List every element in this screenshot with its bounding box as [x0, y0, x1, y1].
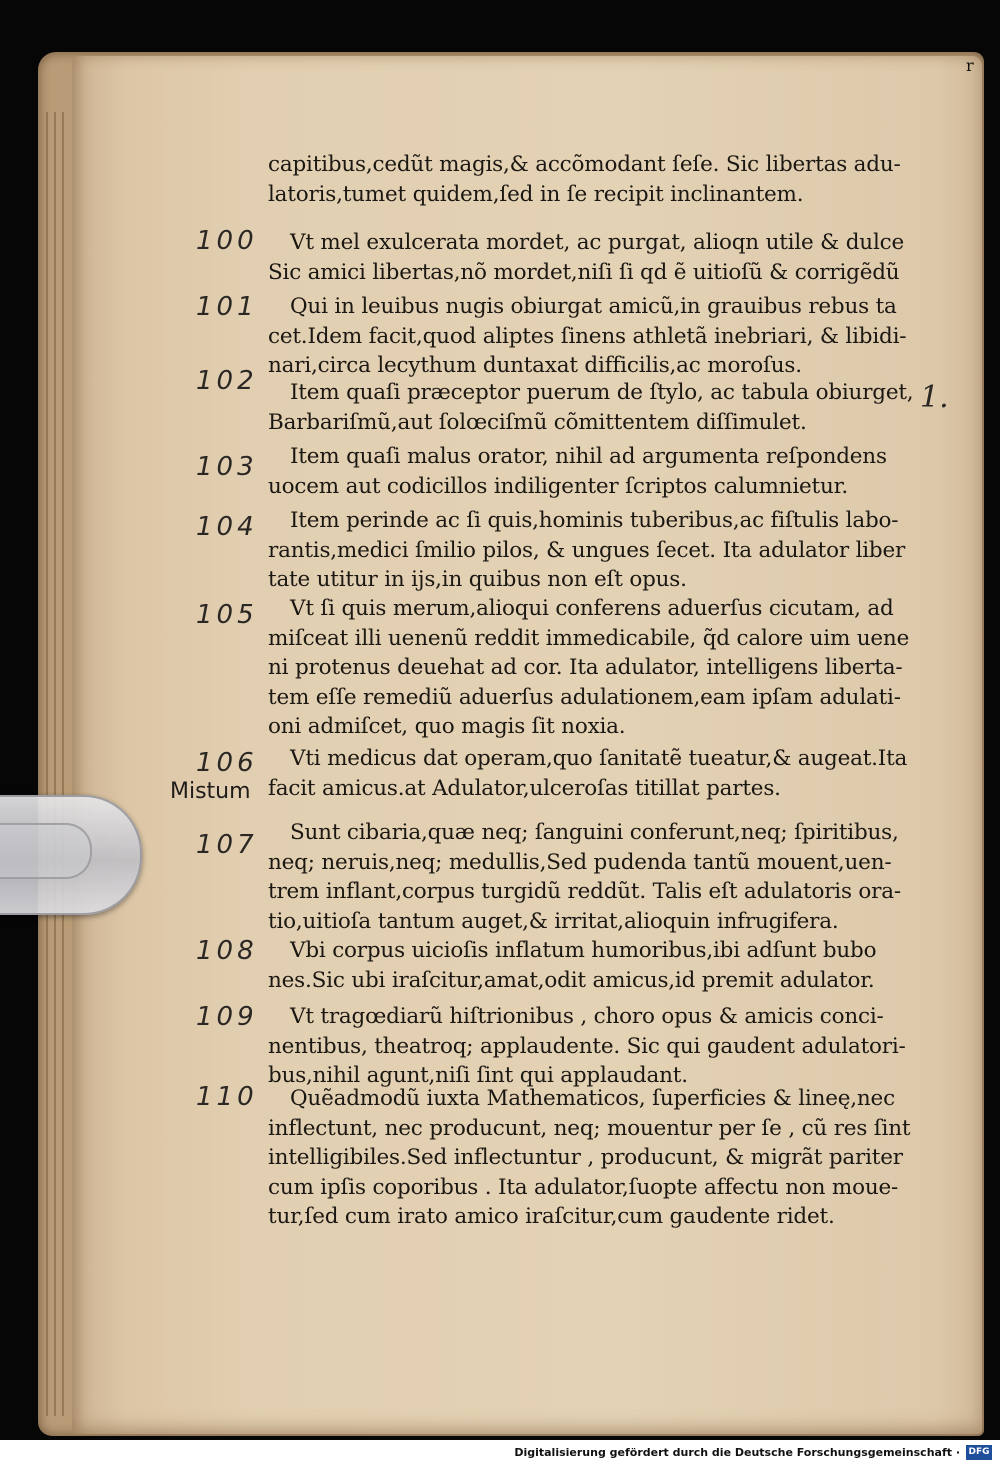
margin-number-100: 100	[196, 226, 258, 256]
page-edge-line	[62, 112, 64, 1416]
paragraph	[268, 292, 906, 381]
text-line: latoris,tumet quidem,ſed in ſe recipit inclinantem.	[268, 181, 804, 207]
funding-credit: Digitalisierung gefördert durch die Deutsche Forschungsgemeinschaft ·	[514, 1446, 960, 1459]
text-line: Vt mel exulcerata mordet, ac purgat, alioqn utile & dulce	[290, 230, 905, 255]
margin-word-mistum: Mistum	[170, 779, 251, 804]
text-line: Vt ſi quis merum,alioqui conferens aduerſus cicutam, ad	[290, 596, 894, 621]
text-line: tate utitur in ijs,in quibus non eſt opus.	[268, 567, 687, 593]
page-edge-line	[54, 112, 56, 1416]
text-line: miſceat illi uenenũ reddit immedicabile, q̃d calore uim uene	[268, 625, 910, 651]
paragraph	[268, 818, 901, 936]
text-line: Vbi corpus uicioſis inflatum humoribus,ibi adſunt bubo	[290, 938, 877, 963]
text-line: tur,ſed cum irato amico iraſcitur,cum gaudente ridet.	[268, 1204, 835, 1230]
page-clip-inner	[0, 823, 92, 879]
text-line: tem eſſe remediũ aduerſus adulationem,eam ipſam adulati-	[268, 684, 901, 710]
handwritten-margin-note: 1.	[920, 380, 949, 415]
text-line: Qui in leuibus nugis obiurgat amicũ,in grauibus rebus ta	[290, 294, 897, 319]
text-line: inflectunt, nec producunt, neq; mouentur per ſe , cũ res ſint	[268, 1115, 911, 1141]
footer-bar	[0, 1440, 1000, 1467]
margin-number-106: 106	[196, 748, 258, 778]
text-line: Barbariſmũ,aut ſolœciſmũ cõmittentem diſſimulet.	[268, 409, 807, 435]
text-line: Vti medicus dat operam,quo ſanitatẽ tueatur,& augeat.Ita	[290, 746, 908, 771]
text-line: trem inflant,corpus turgidũ reddũt. Talis eſt adulatoris ora-	[268, 879, 901, 905]
paragraph	[268, 1002, 906, 1091]
text-line: Item quaſi malus orator, nihil ad argumenta reſpondens	[290, 444, 887, 469]
corner-mark: r	[966, 56, 974, 75]
text-line: Item perinde ac ſi quis,hominis tuberibus,ac fiſtulis labo-	[290, 508, 899, 533]
text-line: bus,nihil agunt,niſi ſint qui applaudant.	[268, 1063, 688, 1089]
dfg-logo: DFG	[966, 1445, 992, 1460]
paragraph	[268, 744, 907, 803]
text-line: capitibus,cedũt magis,& accõmodant ſeſe. Sic libertas adu-	[268, 152, 901, 177]
margin-number-102: 102	[196, 366, 258, 396]
text-line: cum ipſis coporibus . Ita adulator,ſuopte affectu non moue-	[268, 1174, 899, 1200]
page-clip	[0, 795, 142, 915]
paragraph	[268, 150, 901, 209]
text-line: uocem aut codicillos indiligenter ſcriptos calumnietur.	[268, 473, 848, 499]
paragraph	[268, 442, 887, 501]
margin-number-107: 107	[196, 830, 258, 860]
text-line: intelligibiles.Sed inflectuntur , producunt, & migrãt pariter	[268, 1145, 903, 1171]
margin-number-109: 109	[196, 1002, 258, 1032]
paragraph	[268, 594, 909, 742]
margin-number-104: 104	[196, 512, 258, 542]
paragraph	[268, 936, 876, 995]
margin-number-101: 101	[196, 292, 258, 322]
text-line: Sic amici libertas,nõ mordet,niſi ſi qd ẽ uitioſũ & corrigẽdũ	[268, 259, 900, 285]
paragraph	[268, 1084, 910, 1232]
text-line: facit amicus.at Adulator,ulceroſas titillat partes.	[268, 775, 781, 801]
margin-number-103: 103	[196, 452, 258, 482]
margin-number-105: 105	[196, 600, 258, 630]
margin-number-108: 108	[196, 936, 258, 966]
text-line: Quẽadmodũ iuxta Mathematicos, ſuperficies & lineę,nec	[290, 1086, 895, 1111]
text-line: nentibus, theatroq; applaudente. Sic qui gaudent adulatori-	[268, 1033, 906, 1059]
margin-number-110: 110	[196, 1082, 258, 1112]
text-line: Item quaſi præceptor puerum de ſtylo, ac tabula obiurget,	[290, 380, 914, 405]
text-line: Vt tragœdiarũ hiſtrionibus , choro opus & amicis conci-	[290, 1004, 884, 1029]
paragraph	[268, 228, 904, 287]
page-edge-line	[46, 112, 48, 1416]
text-line: rantis,medici ſmilio pilos, & ungues ſecet. Ita adulator liber	[268, 537, 906, 563]
paragraph	[268, 378, 913, 437]
paragraph	[268, 506, 905, 595]
text-line: oni admiſcet, quo magis ſit noxia.	[268, 714, 626, 740]
text-line: ni protenus deuehat ad cor. Ita adulator, intelligens liberta-	[268, 655, 903, 681]
text-line: Sunt cibaria,quæ neq; ſanguini conferunt,neq; ſpiritibus,	[290, 820, 899, 845]
text-line: neq; neruis,neq; medullis,Sed pudenda tantũ mouent,uen-	[268, 849, 892, 875]
text-line: nes.Sic ubi iraſcitur,amat,odit amicus,id premit adulator.	[268, 967, 875, 993]
text-line: cet.Idem facit,quod aliptes ſinens athletã inebriari, & libidi-	[268, 323, 907, 349]
text-line: nari,circa lecythum duntaxat difficilis,ac moroſus.	[268, 353, 802, 379]
text-line: tio,uitioſa tantum auget,& irritat,alioquin infrugifera.	[268, 908, 839, 934]
